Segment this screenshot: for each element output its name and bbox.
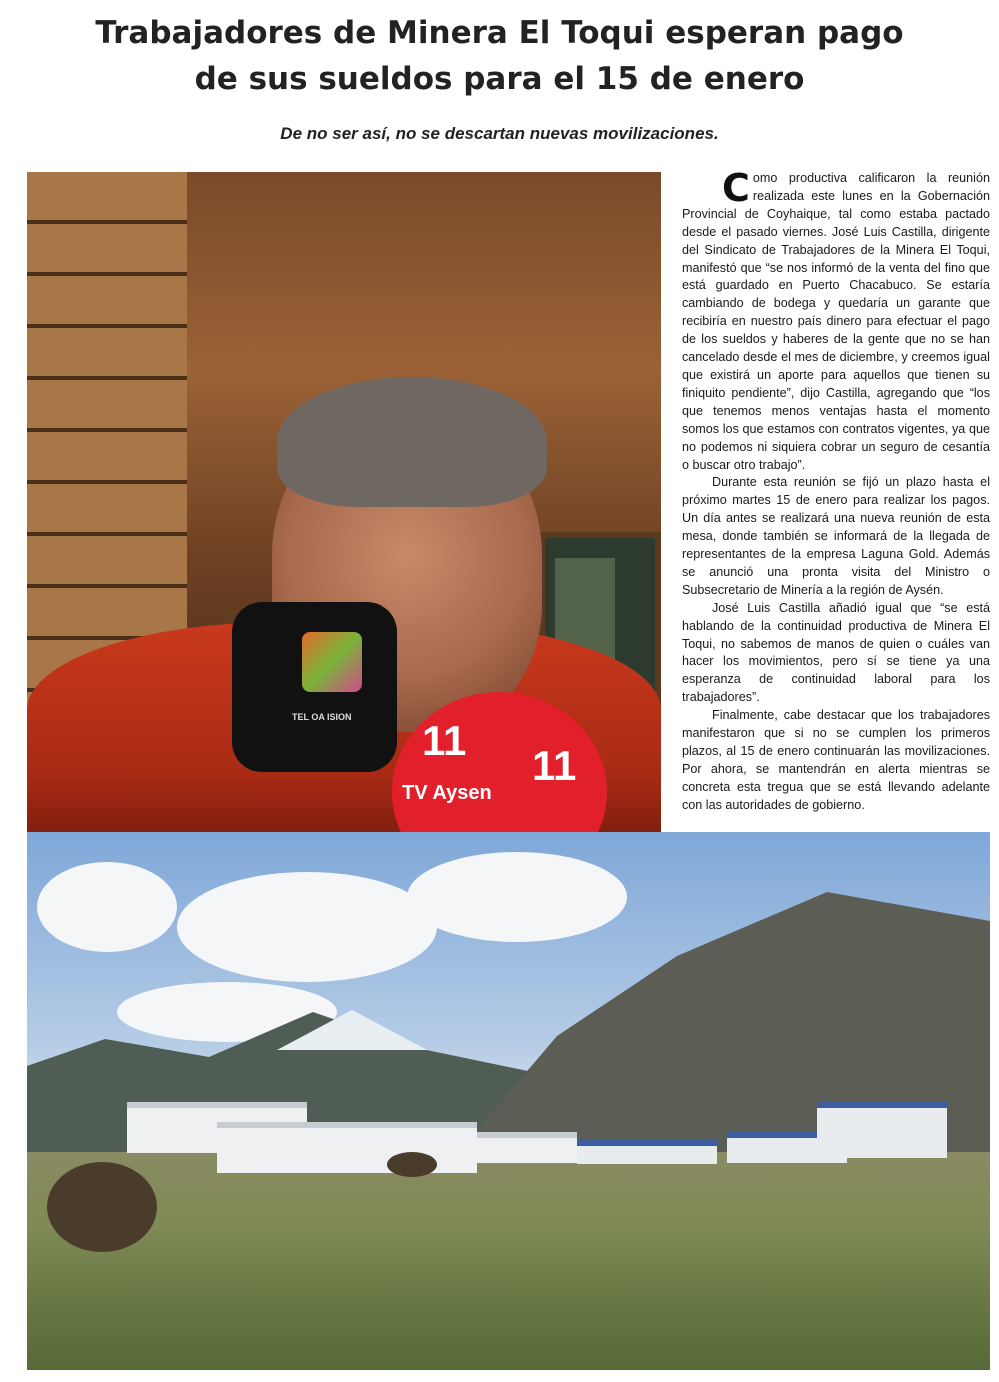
headline — [0, 10, 999, 102]
headline-line-1: Trabajadores de Minera El Toqui esperan pago — [95, 15, 904, 51]
building — [577, 1140, 717, 1164]
article-paragraph: Durante esta reunión se fijó un plazo hasta el próximo martes 15 de enero para realizar los pagos. Un día antes se realizará una nueva reunión de esta mesa, donde también se informará de la llegada de representantes de la empresa Laguna Gold. Además se anunció una pronta visita del Ministro o Subsecretario de Minería a la región de Aysén. — [682, 475, 990, 597]
drop-cap: C — [722, 166, 750, 210]
headline-line-2: de sus sueldos para el 15 de enero — [194, 61, 805, 97]
red-mic-number-2: 11 — [532, 742, 577, 789]
black-mic-label: TEL OA ISION — [292, 712, 352, 722]
building — [817, 1102, 947, 1158]
cloud — [407, 852, 627, 942]
black-microphone — [232, 602, 397, 772]
channel-logo-icon — [302, 632, 362, 692]
article-paragraph: Como productiva calificaron la reunión realizada este lunes en la Gobernación Provincial de Coyhaique, tal como estaba pactado desde el pasado viernes. José Luis Castilla, dirigente del Sindicato de Trabajadores de la Minera El Toqui, manifestó que “se nos informó de la venta del fino que está guardado en Puerto Chacabuco. Se estaría cambiando de bodega y quedaría un garante que recibiría en nuestro país dinero para efectuar el pago de los sueldos y haberes de la gente que no se han cancelado desde el mes de diciembre, y creemos igual que existirá un aporte para aquellos que tienen su finiquito pendiente”, dijo Castilla, agregando que “los que tenemos menos ventajas hasta el momento somos los que estamos con contratos vigentes, ya que no podemos ni siquiera cobrar un seguro de cesantía o buscar otro trabajo”. — [682, 166, 990, 472]
grass-field — [27, 1152, 990, 1370]
article-paragraph: José Luis Castilla añadió igual que “se está hablando de la continuidad productiva de Minera El Toqui, no sabemos de manos de quien o cuáles van hacer los movimientos, pero sí se tiene ya una esperanza de continuidad laboral para los trabajadores”. — [682, 600, 990, 705]
subheadline: De no ser así, no se descartan nuevas movilizaciones. — [280, 124, 719, 143]
mine-buildings — [117, 1102, 987, 1182]
red-mic-number: 11 — [422, 717, 467, 764]
mine-landscape-photo — [27, 832, 990, 1370]
article-paragraph: Finalmente, cabe destacar que los trabajadores manifestaron que si no se cumplen los primeros plazos, al 15 de enero continuarán las movilizaciones. Por ahora, se mantendrán en alerta mientras se concreta esta tregua que se está llevando adelante con las autoridades de gobierno. — [682, 708, 990, 812]
building — [217, 1122, 477, 1173]
cloud — [177, 872, 437, 982]
shrub — [47, 1162, 157, 1252]
building — [477, 1132, 577, 1163]
shrub — [387, 1152, 437, 1177]
red-mic-label: TV Aysen — [402, 782, 492, 804]
portrait-photo — [27, 172, 661, 832]
article-body — [682, 166, 990, 815]
man-hair — [277, 377, 547, 507]
cloud — [37, 862, 177, 952]
